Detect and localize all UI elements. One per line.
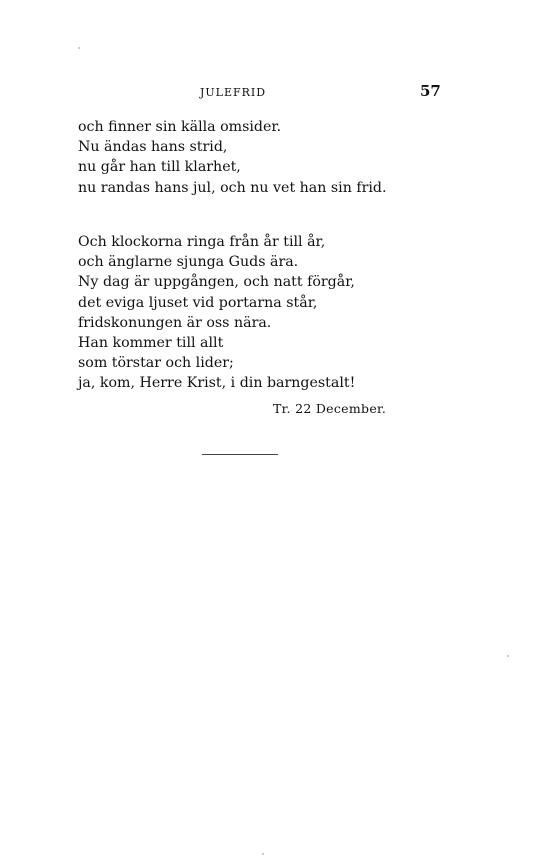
stanza-1 xyxy=(78,117,387,198)
poem-line: det eviga ljuset vid portarna står, xyxy=(78,294,318,311)
poem-line: nu randas hans jul, och nu vet han sin frid. xyxy=(78,179,387,196)
poem-line: fridskonungen är oss nära. xyxy=(78,314,272,331)
poem-line: Nu ändas hans strid, xyxy=(78,139,228,156)
poem-line: som törstar och lider; xyxy=(78,355,234,372)
poem-line: Ny dag är uppgången, och natt förgår, xyxy=(78,274,355,291)
poem-line: nu går han till klarhet, xyxy=(78,159,241,176)
running-title: JULEFRID xyxy=(200,86,267,99)
stanza-2 xyxy=(78,232,355,394)
poem-line: Han kommer till allt xyxy=(78,335,224,352)
paper-speck xyxy=(262,853,264,855)
poem-line: ja, kom, Herre Krist, i din barngestalt! xyxy=(78,375,356,392)
page-number: 57 xyxy=(420,82,441,100)
paper-speck xyxy=(78,47,80,49)
end-rule xyxy=(202,454,278,455)
poem-line: Och klockorna ringa från år till år, xyxy=(78,234,326,250)
paper-speck xyxy=(507,655,509,657)
poem-line: och finner sin källa omsider. xyxy=(78,119,282,135)
signature: Tr. 22 December. xyxy=(273,401,387,416)
poem-line: och änglarne sjunga Guds ära. xyxy=(78,254,299,271)
